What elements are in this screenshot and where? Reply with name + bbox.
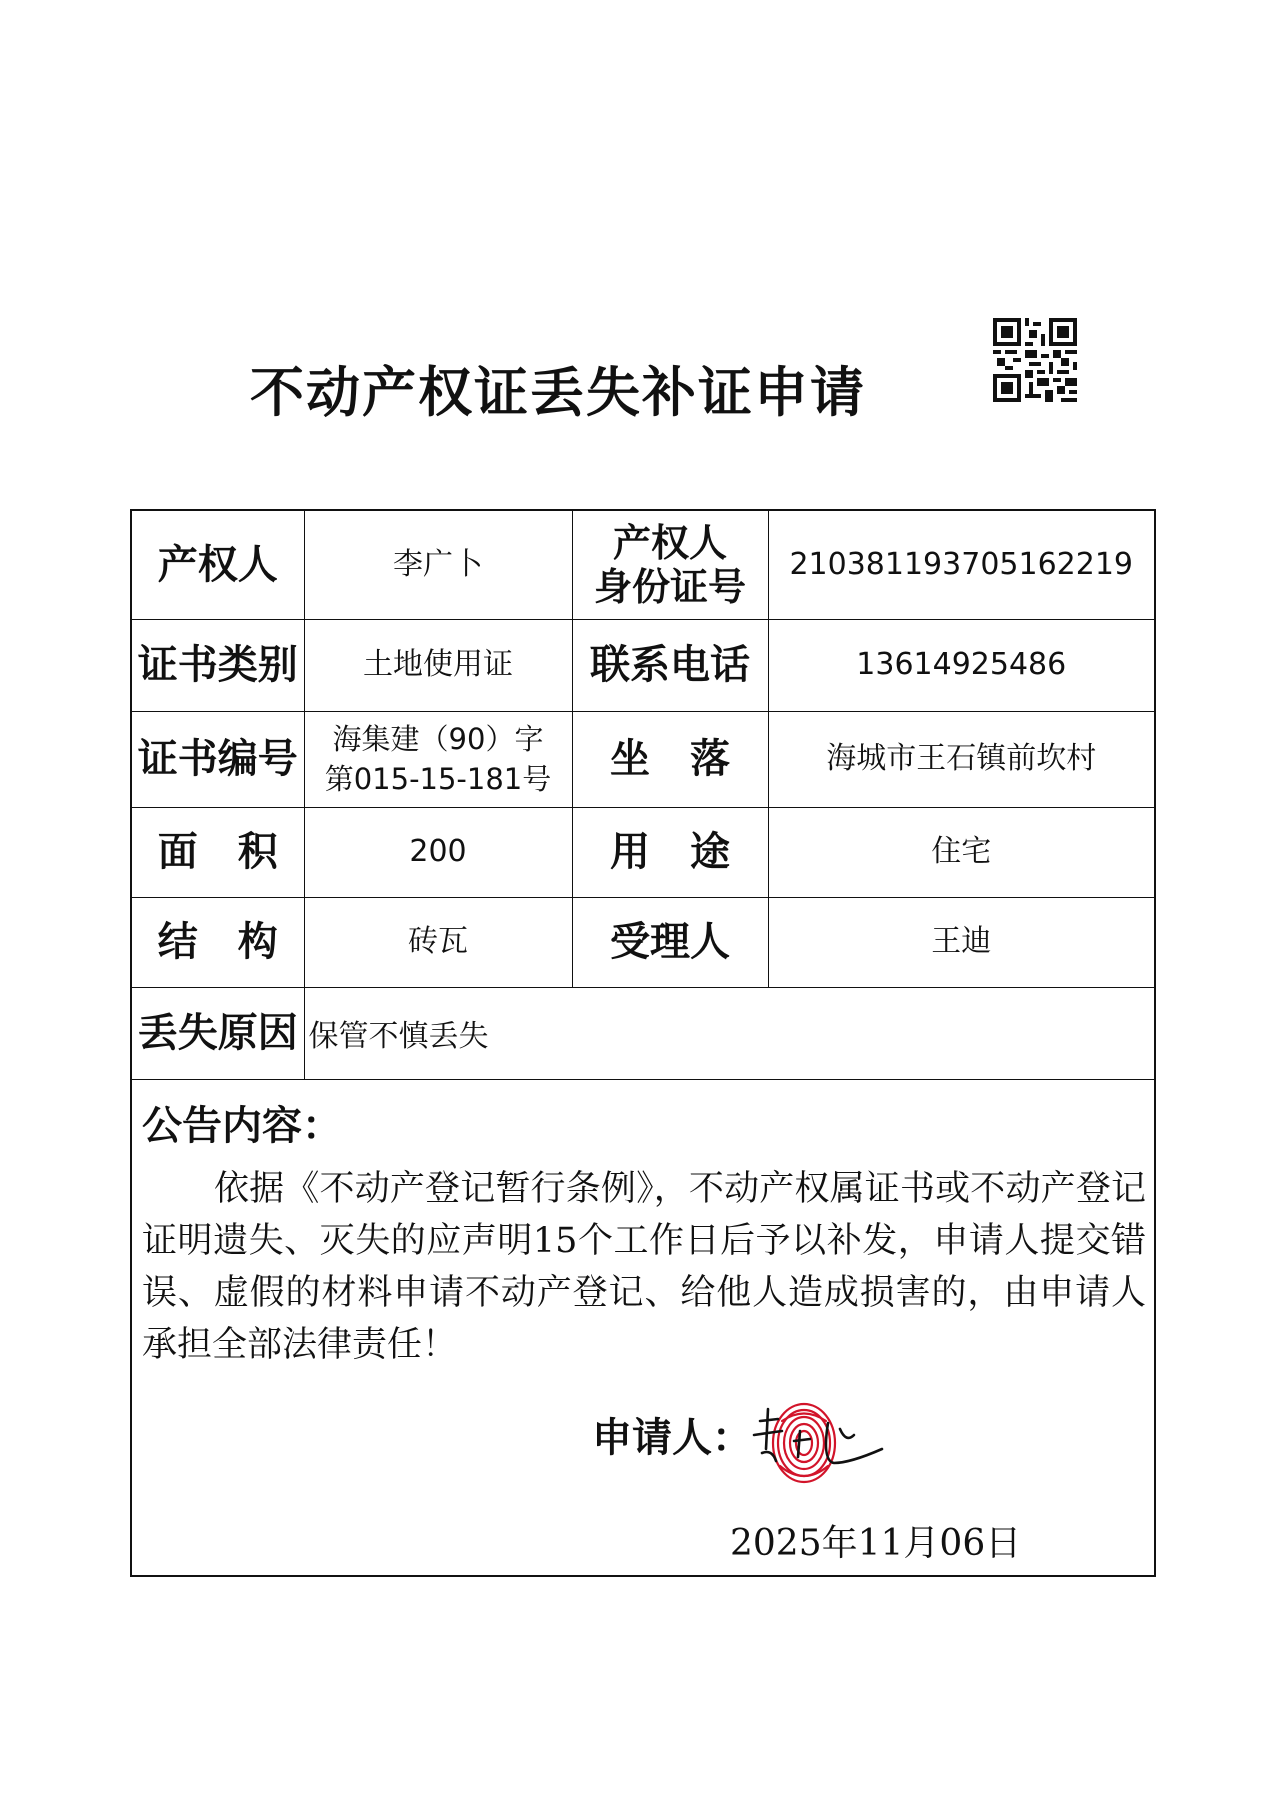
- handler-value: 王迪: [768, 897, 1154, 987]
- cert-no-line2: 第015-15-181号: [324, 762, 552, 796]
- qr-code-icon: [993, 318, 1077, 402]
- application-date: 2025年11月06日: [730, 1523, 1022, 1564]
- page-title: 不动产权证丢失补证申请: [250, 360, 866, 424]
- area-value: 200: [304, 807, 572, 897]
- owner-value: 李广卜: [304, 511, 572, 619]
- usage-label: 用 途: [572, 807, 768, 897]
- phone-label: 联系电话: [572, 619, 768, 711]
- application-form: [130, 509, 1156, 1577]
- applicant-label: 申请人：: [592, 1414, 752, 1461]
- table-row: [132, 711, 1154, 807]
- notice-title: 公告内容：: [142, 1102, 342, 1149]
- owner-label: 产权人: [132, 511, 304, 619]
- info-table: [132, 511, 1154, 1080]
- cert-type-label: 证书类别: [132, 619, 304, 711]
- table-row: [132, 619, 1154, 711]
- structure-label: 结 构: [132, 897, 304, 987]
- notice-body: 依据《不动产登记暂行条例》，不动产权属证书或不动产登记证明遗失、灭失的应声明15个工作日后予以补发，申请人提交错误、虚假的材料申请不动产登记、给他人造成损害的，由申请人承担全部法律责任！: [142, 1169, 1146, 1365]
- loss-reason-label: 丢失原因: [132, 987, 304, 1079]
- location-value: 海城市王石镇前坎村: [768, 711, 1154, 807]
- cert-no-value: [304, 711, 572, 807]
- id-label-line1: 产权人: [612, 519, 727, 565]
- table-row: [132, 987, 1154, 1079]
- fingerprint-signature-icon: [742, 1391, 892, 1491]
- table-row: [132, 511, 1154, 619]
- table-row: [132, 807, 1154, 897]
- loss-reason-value: 保管不慎丢失: [304, 987, 1154, 1079]
- area-label: 面 积: [132, 807, 304, 897]
- handler-label: 受理人: [572, 897, 768, 987]
- phone-value: 13614925486: [768, 619, 1154, 711]
- structure-value: 砖瓦: [304, 897, 572, 987]
- id-label: [572, 511, 768, 619]
- cert-no-label: 证书编号: [132, 711, 304, 807]
- cert-type-value: 土地使用证: [304, 619, 572, 711]
- table-row: [132, 897, 1154, 987]
- id-value: 210381193705162219: [768, 511, 1154, 619]
- location-label: 坐 落: [572, 711, 768, 807]
- applicant-block: [592, 1391, 912, 1491]
- usage-value: 住宅: [768, 807, 1154, 897]
- cert-no-line1: 海集建（90）字: [332, 722, 544, 756]
- id-label-line2: 身份证号: [593, 563, 746, 609]
